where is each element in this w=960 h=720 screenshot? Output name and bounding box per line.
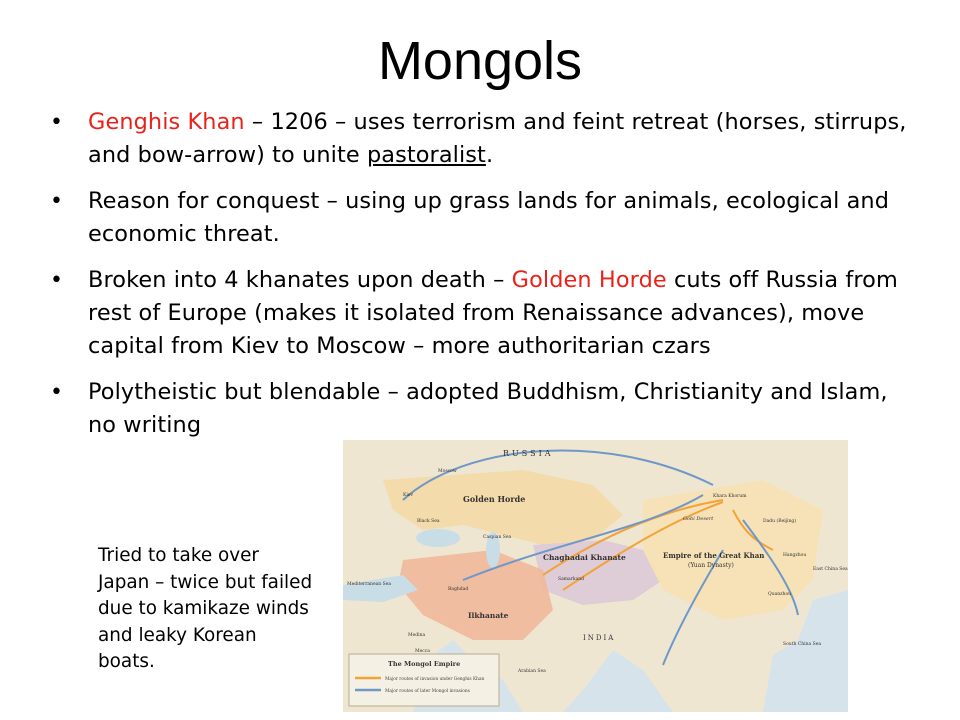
map-label-caspian: Caspian Sea — [483, 535, 512, 540]
map-label-quanzhou: Quanzhou — [768, 592, 792, 597]
japan-note: Tried to take over Japan – twice but failed due to kamikaze winds and leaky Korean boats. — [98, 545, 313, 672]
map-label-arabian: Arabian Sea — [518, 669, 546, 674]
map-label-ilkhanate: Ilkhanate — [468, 611, 509, 620]
map-label-baghdad: Baghdad — [448, 587, 469, 592]
bullet-reason-for-conquest — [50, 185, 910, 251]
map-label-great-khan: Empire of the Great Khan — [663, 551, 765, 560]
bullet-genghis-khan — [50, 106, 910, 172]
genghis-khan-term: Genghis Khan — [88, 109, 245, 135]
bullet-religion — [50, 376, 910, 442]
map-label-dadu: Dadu (Beijing) — [763, 519, 797, 524]
map-label-india: INDIA — [583, 634, 616, 642]
bullet-text: cuts off Russia from rest of Europe (makes it isolated from Renaissance advances), move capital from Kiev to Moscow – more authoritarian czars — [88, 267, 898, 359]
map-label-moscow: Moscow — [438, 469, 457, 474]
black-sea — [416, 529, 460, 547]
bullet-dot-icon: • — [50, 189, 64, 214]
map-label-yuan: (Yuan Dynasty) — [688, 562, 734, 569]
pastoralist-term: pastoralist — [366, 142, 486, 168]
map-label-russia: RUSSIA — [503, 449, 554, 458]
bullet-text: Reason for conquest – using up grass lands for animals, ecological and economic threat. — [88, 188, 890, 247]
bullet-dot-icon: • — [50, 110, 64, 135]
map-label-chaghadai: Chaghadai Khanate — [543, 553, 626, 562]
map-label-east-china: East China Sea — [813, 567, 848, 572]
legend-item-genghis: Major routes of invasion under Genghis Khan — [385, 677, 485, 682]
map-label-med: Mediterranean Sea — [347, 582, 392, 587]
golden-horde-term: Golden Horde — [511, 267, 667, 293]
map-label-kiev: Kiev — [403, 493, 414, 498]
map-label-golden-horde: Golden Horde — [463, 494, 526, 504]
map-label-hangzhou: Hangzhou — [783, 553, 807, 558]
map-label-samarkand: Samarkand — [558, 577, 585, 582]
bullet-khanates — [50, 264, 910, 363]
bullet-dot-icon: • — [50, 380, 64, 405]
bullet-text: . — [485, 142, 494, 168]
map-label-mecca: Mecca — [415, 649, 430, 654]
map-label-karakorum: Khara Khorum — [713, 494, 747, 499]
bullet-text: Broken into 4 khanates upon death – — [88, 267, 512, 293]
map-label-medina: Medina — [408, 633, 426, 638]
map-legend — [349, 654, 499, 706]
map-label-gobi: Gobi Desert — [683, 516, 714, 522]
map-label-black-sea: Black Sea — [417, 519, 440, 524]
slide-title: Mongols — [377, 31, 583, 91]
legend-item-later: Major routes of later Mongol invasions — [385, 689, 470, 694]
bullet-list — [50, 106, 910, 455]
map-graphic — [343, 440, 848, 712]
bullet-dot-icon: • — [50, 268, 64, 293]
bullet-text: Polytheistic but blendable – adopted Buddhism, Christianity and Islam, no writing — [88, 379, 888, 438]
mongol-empire-map — [343, 440, 848, 712]
map-label-south-china: South China Sea — [783, 642, 822, 647]
legend-title: The Mongol Empire — [388, 660, 461, 668]
bullet-text: – 1206 – uses terrorism and feint retreat (horses, stirrups, and bow-arrow) to unite — [88, 109, 907, 168]
